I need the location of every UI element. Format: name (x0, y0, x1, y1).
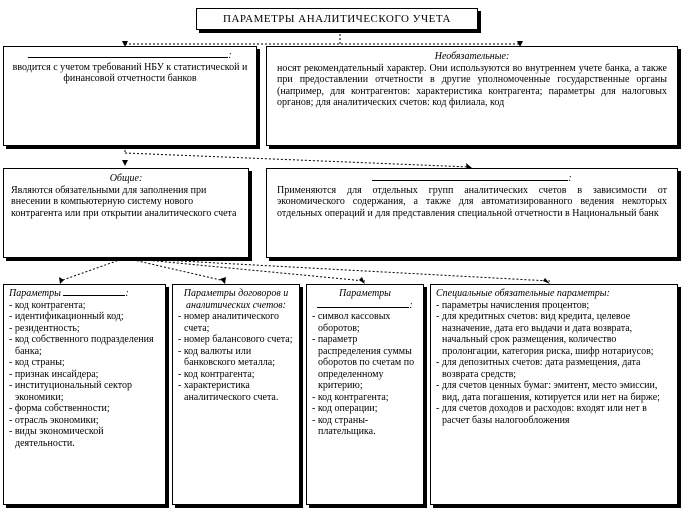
counterparty-params-box (3, 284, 166, 505)
col1-heading: Параметры : (9, 288, 129, 299)
specific-text: Применяются для отдельных групп аналитических счетов в зависимости от экономического содержания, а также для автоматизированного ведения некоторых отдельных операций и для представления специальной отчетности в Национальный банк (277, 184, 667, 219)
general-params-box (3, 168, 249, 258)
general-text: Являются обязательными для заполнения при внесении в компьютерную систему нового контрагента или при открытии аналитического счета (11, 184, 237, 219)
list-item: - код контрагента; (312, 391, 389, 403)
list-item: - параметр распределения суммы оборотов по счетам по определенному критерию; (312, 334, 415, 391)
list-item: - код страны; (9, 357, 65, 368)
list-item: - код валюты или банковского металла; (178, 345, 276, 368)
col2-list (178, 311, 294, 403)
diagram-title (196, 8, 478, 30)
list-item: - признак инсайдера; (9, 368, 99, 380)
list-item: - код собственного подразделения банка; (9, 334, 154, 357)
general-heading: Общие: (109, 173, 143, 184)
list-item: - для счетов доходов и расходов: входят или нет в расчет базы налогообложения (436, 403, 647, 426)
col4-heading: Специальные обязательные параметры: (436, 288, 610, 299)
list-item: - для счетов ценных бумаг: эмитент, место эмиссии, вид, дата погашения, котируется или нет на бирже; (436, 380, 660, 403)
list-item: - для депозитных счетов: дата размещения, дата возврата средств; (436, 357, 641, 380)
specific-heading: : (277, 173, 667, 185)
list-item: - идентификационный код; (9, 311, 124, 322)
mandatory-heading-blank (28, 57, 228, 58)
col1-heading-blank (63, 295, 125, 296)
list-item: - параметры начисления процентов; (436, 299, 590, 311)
title-text: ПАРАМЕТРЫ АНАЛИТИЧЕСКОГО УЧЕТА (223, 13, 451, 25)
list-item: - код страны-плательщика. (312, 414, 376, 437)
col3-heading: Параметры : (312, 288, 418, 311)
col4-list (436, 300, 672, 427)
col3-list (312, 311, 418, 438)
contract-params-box (172, 284, 300, 505)
col2-heading: Параметры договоров и аналитических счетов: (183, 288, 289, 311)
list-item: - отрасль экономики; (9, 414, 99, 426)
list-item: - номер балансового счета; (178, 334, 293, 345)
optional-params-box (266, 46, 678, 146)
list-item: - код операции; (312, 403, 378, 414)
list-item: - для кредитных счетов: вид кредита, целевое назначение, дата его выдачи и дата возврата, начальный срок размещения, количество пролонгации, категория риска, шифр нотариусов; (436, 311, 654, 357)
list-item: - символ кассовых оборотов; (312, 311, 391, 334)
specific-params-box (266, 168, 678, 258)
list-item: - институциональный сектор экономики; (9, 380, 132, 403)
mandatory-params-box (3, 46, 257, 146)
special-params-box (430, 284, 678, 505)
mandatory-heading: : (9, 50, 251, 62)
list-item: - резидентность; (9, 322, 80, 334)
optional-heading: Необязательные: (434, 51, 510, 62)
list-item: - номер аналитического счета; (178, 311, 279, 334)
col1-list (9, 300, 160, 450)
col3-heading-blank (317, 307, 409, 308)
operation-params-box (306, 284, 424, 505)
optional-text: носят рекомендательный характер. Они используются во внутреннем учете банка, а также при предоставлении отчетности в другие уполномоченные государственные органы (например, для контрагентов: характеристика контрагента; параметры для налоговых органов; для аналитических счетов: код филиала, код (277, 62, 667, 108)
list-item: - характеристика аналитического счета. (178, 380, 279, 403)
list-item: - код контрагента; (9, 299, 86, 311)
list-item: - код контрагента; (178, 368, 255, 380)
list-item: - форма собственности; (9, 403, 110, 414)
mandatory-text: вводится с учетом требований НБУ к статистической и финансовой отчетности банков (12, 61, 248, 84)
list-item: - виды экономической деятельности. (9, 426, 104, 449)
specific-heading-blank (372, 180, 568, 181)
